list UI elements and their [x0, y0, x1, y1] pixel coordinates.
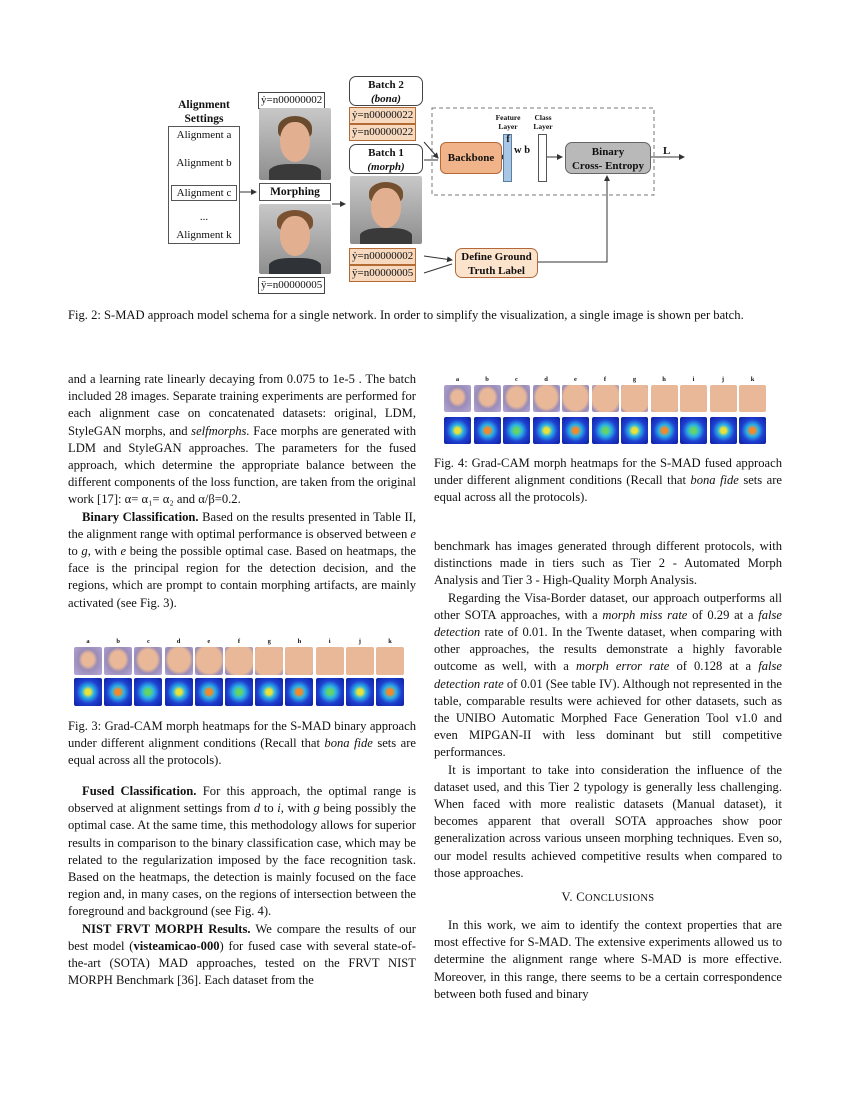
fig4-face-e: [562, 385, 589, 412]
fig4-face-b: [474, 385, 501, 412]
fig4-label-h: h: [662, 376, 666, 383]
fused-text-4: being possibly the optimal case. At the same time, this methodology allows for superior results in comparison to the binary classification case, which may be related to the regularization imposed by the face recognition task. Based on the heatmaps, the detection is mainly focused on the face region and, in many cases, on the regions of intersection between the foreground and background (see Fig. 4).: [68, 801, 416, 919]
batch-1-sub: (morph): [367, 161, 405, 173]
fused-text-1: For this approach, the optimal range is observed at alignment settings from: [68, 784, 416, 816]
fig4-heatmap-a: [444, 417, 471, 444]
nist-text-1: We compare the results of our best model (: [68, 921, 417, 953]
fig4-heatmap-f: [592, 417, 619, 444]
ground-truth-line-1: Define Ground: [461, 251, 532, 263]
fused-d: d: [253, 801, 261, 816]
binary-text-3: , with: [87, 544, 117, 559]
fig4-heatmap-c: [503, 417, 530, 444]
visa-ital-4: false detection rate: [434, 659, 782, 691]
face-image-top: [259, 108, 331, 180]
face-image-bottom: [259, 204, 331, 274]
fig4-label-e: e: [574, 376, 577, 383]
class-layer-label: Class Layer: [533, 113, 553, 131]
ground-truth-line-2: Truth Label: [468, 265, 525, 277]
visa-text-3: rate of 0.01. In the Twente dataset, when comparing with other approaches, the results demonstrate a highly favorable outcome as well, with a: [434, 625, 782, 674]
paragraph-nist: [68, 921, 416, 990]
visa-text-4: of 0.128 at a: [676, 659, 752, 674]
morphing-box: Morphing: [259, 183, 331, 201]
fig3-face-a: [74, 647, 102, 675]
batch-2-sub: (bona): [371, 93, 401, 105]
visa-text-1: Regarding the Visa-Border dataset, our approach outperforms all other SOTA approaches, with a: [434, 590, 782, 622]
fig4-heatmap-i: [680, 417, 707, 444]
fig3-face-f: [225, 647, 253, 675]
batch-1-title: Batch 1: [368, 147, 404, 159]
training-text-1: and a learning rate linearly decaying from 0.075 to 1e-5 . The batch included 28 images. Separate training experiments are performed for each alignment case on concatenated datasets: original, LDM, StyleGAN morphs, and: [68, 372, 416, 438]
fig4-face-h: [651, 385, 678, 412]
fig3-heatmap-i: [316, 678, 344, 706]
fig4-face-g: [621, 385, 648, 412]
fig4-heatmap-k: [739, 417, 766, 444]
fig3-caption-end: sets are equal across all the protocols).: [68, 736, 416, 768]
class-layer-bar: [538, 134, 547, 182]
fig3-heatmap-a: [74, 678, 102, 706]
fig4-heatmap-h: [651, 417, 678, 444]
fig3-face-j: [346, 647, 374, 675]
fig3-face-h: [285, 647, 313, 675]
nist-heading: NIST FRVT MORPH Results.: [82, 921, 251, 936]
fig4-caption-end: sets are equal across all the protocols).: [434, 473, 782, 505]
fig4-heatmap-g: [621, 417, 648, 444]
fig3-label-i: i: [328, 638, 331, 645]
fig3-face-b: [104, 647, 132, 675]
bce-line-2: Cross- Entropy: [571, 160, 645, 172]
ground-truth-box: [455, 248, 538, 278]
figure-3-heatmap-grid: [74, 638, 408, 708]
right-column-body: [434, 538, 782, 882]
fig4-caption-ital: bona fide: [690, 473, 739, 488]
visa-text-2: of 0.29 at a: [692, 607, 754, 622]
fig4-label-i: i: [692, 376, 695, 383]
fig3-label-b: b: [116, 638, 120, 645]
bce-box: [565, 142, 651, 174]
paragraph-conclusions-wrap: [434, 917, 782, 1003]
fused-g: g: [313, 801, 320, 816]
section-number: V.: [561, 890, 573, 904]
fig3-heatmap-k: [376, 678, 404, 706]
binary-e2: e: [120, 544, 127, 559]
label-y-bottom: ÿ=n00000005: [258, 277, 325, 294]
alignment-ellipsis: ...: [199, 211, 209, 223]
paragraph-tier2: It is important to take into consideration the influence of the dataset used, and this Tier 2 typology is generally less challenging. When faced with more realistic datasets (Manual dataset), it becomes apparent that overall SOTA approaches show poor generalization across various unseen morphing techniques. Even so, our model results achieved competitive results when compared to those approaches.: [434, 762, 782, 880]
fig3-label-k: k: [388, 638, 392, 645]
figure-2-caption: Fig. 2: S-MAD approach model schema for a single network. In order to simplify the visualization, a single image is shown per batch.: [68, 308, 744, 322]
paragraph-binary: [68, 509, 416, 612]
fig4-face-i: [680, 385, 707, 412]
fig3-heatmap-c: [134, 678, 162, 706]
batch-1-box: [349, 144, 423, 174]
fig4-label-a: a: [455, 376, 460, 383]
fig3-heatmap-j: [346, 678, 374, 706]
fig3-face-k: [376, 647, 404, 675]
paragraph-benchmark: benchmark has images generated through different protocols, with distinctions made in tiers such as Tier 2 - Automated Morph Analysis and Tier 3 - High-Quality Morph Analysis.: [434, 539, 782, 588]
fig3-caption-text: Fig. 3: Grad-CAM morph heatmaps for the S-MAD binary approach under different alignment conditions (Recall that: [68, 719, 416, 751]
alignment-settings-title: Alignment Settings: [178, 99, 230, 125]
training-text-ital: selfmorphs.: [191, 423, 250, 438]
fig3-heatmap-b: [104, 678, 132, 706]
fig4-label-g: g: [632, 376, 637, 383]
fig3-label-c: c: [146, 638, 150, 645]
section-initial: C: [576, 890, 585, 904]
batch-2-label-2: ÿ=n00000022: [349, 124, 416, 141]
fig3-heatmap-g: [255, 678, 283, 706]
binary-text-4: being the possible optimal case. Based on heatmaps, the face is the principal region for the detection decision, and the regions, which are prompt to contain morphing artifacts, are mainly activated (see Fig. 3).: [68, 544, 417, 610]
paragraph-visa-border: [434, 590, 782, 762]
fig3-label-d: d: [176, 638, 181, 645]
fig3-heatmap-d: [165, 678, 193, 706]
fig3-heatmap-h: [285, 678, 313, 706]
loss-label: L: [663, 145, 671, 157]
fig4-label-f: f: [603, 376, 607, 383]
fig4-label-c: c: [515, 376, 518, 383]
paragraph-conclusions: In this work, we aim to identify the context properties that are most effective for S-MAD. The extensive experiments allowed us to determine the alignment range where S-MAD is more effective. Moreover, in this range, there seems to be a certain correspondence between both fused and binary: [434, 918, 782, 1001]
alignment-k: Alignment k: [176, 229, 232, 241]
fig4-heatmap-b: [474, 417, 501, 444]
alignment-c: Alignment c: [171, 185, 237, 201]
fig3-face-e: [195, 647, 223, 675]
fig4-label-k: k: [750, 376, 755, 383]
left-column-bottom: [68, 783, 416, 989]
binary-text-2: to: [68, 544, 78, 559]
fused-text-3: , with: [280, 801, 310, 816]
paragraph-training: [68, 371, 416, 509]
batch-2-label-1: ẏ=n00000022: [349, 107, 416, 124]
weights-wb: w b: [514, 145, 531, 156]
fig3-caption-ital: bona fide: [324, 736, 373, 751]
batch-2-title: Batch 2: [368, 79, 404, 91]
alignment-list: [168, 126, 240, 244]
fig3-face-d: [165, 647, 193, 675]
binary-heading: Binary Classification.: [82, 509, 199, 524]
fig4-face-k: [739, 385, 766, 412]
fused-text-2: to: [263, 801, 274, 816]
training-text-2: Face morphs are generated with LDM and StyleGAN approaches. The parameters for the fused approach, which determine the appropriate balance between the different components of the loss function, are taken from the original work [17]: α= α₁= α₂ and α/β=0.2.: [68, 423, 416, 507]
fig3-face-c: [134, 647, 162, 675]
fig4-heatmap-d: [533, 417, 560, 444]
fig4-face-d: [533, 385, 560, 412]
alignment-a: Alignment a: [176, 129, 232, 141]
label-y-top: ẏ=n00000002: [258, 92, 325, 109]
bce-line-1: Binary: [591, 146, 625, 158]
fused-i: i: [277, 801, 281, 816]
binary-g: g: [81, 544, 88, 559]
figure-4-heatmap-grid: [444, 376, 770, 452]
visa-ital-3: morph error rate: [575, 659, 670, 674]
batch-1-label-1: ẏ=n00000002: [349, 248, 416, 265]
binary-text-1: Based on the results presented in Table II, the alignment range with optimal performance is observed between: [68, 509, 416, 541]
figure-2-connectors: [0, 0, 850, 300]
batch-2-box: [349, 76, 423, 106]
face-image-morph: [350, 176, 422, 244]
nist-model-name: visteamicao-000: [133, 938, 220, 953]
fig3-label-g: g: [267, 638, 271, 645]
paragraph-fused: [68, 783, 416, 921]
fig3-heatmap-e: [195, 678, 223, 706]
fig4-face-f: [592, 385, 619, 412]
fig3-label-f: f: [237, 638, 241, 645]
fig4-face-j: [710, 385, 737, 412]
fig4-face-a: [444, 385, 471, 412]
figure-4-caption: [434, 455, 782, 507]
section-heading-conclusions: [434, 890, 782, 905]
backbone-box: Backbone: [440, 142, 502, 174]
binary-e: e: [410, 526, 416, 541]
fig4-caption-text: Fig. 4: Grad-CAM morph heatmaps for the S-MAD fused approach under different alignment conditions (Recall that: [434, 456, 782, 488]
section-rest: ONCLUSIONS: [584, 893, 655, 904]
left-column-top: [68, 371, 416, 612]
fused-heading: Fused Classification.: [82, 784, 197, 798]
batch-1-label-2: ÿ=n00000005: [349, 265, 416, 282]
feature-layer-label: Feature Layer: [495, 113, 521, 131]
fig3-heatmap-f: [225, 678, 253, 706]
fig4-heatmap-j: [710, 417, 737, 444]
alignment-b: Alignment b: [176, 157, 232, 169]
nist-text-2: ) for fused case with several state-of-the-art (SOTA) MAD approaches, tested on the FRVT NIST MORPH Benchmark [36]. Each dataset from the: [68, 938, 416, 988]
fig3-label-h: h: [297, 638, 302, 645]
fig4-label-b: b: [485, 376, 489, 383]
fig3-label-j: j: [358, 638, 361, 645]
fig4-face-c: [503, 385, 530, 412]
fig4-label-j: j: [721, 376, 725, 383]
visa-ital-2: false detection: [434, 607, 782, 640]
fig3-face-g: [255, 647, 283, 675]
fig3-face-i: [316, 647, 344, 675]
feature-f: f: [506, 134, 510, 145]
fig4-label-d: d: [544, 376, 548, 383]
fig3-label-a: a: [86, 638, 90, 645]
figure-3-caption: [68, 718, 416, 770]
fig4-heatmap-e: [562, 417, 589, 444]
fig3-label-e: e: [207, 638, 211, 645]
visa-ital-1: morph miss rate: [602, 607, 688, 622]
visa-text-5: of 0.01 (See table IV). Although not represented in the table, comparable results were achieved for other datasets, such as the UNIBO Automatic Morphed Face Generation Tool v1.0 and even MIPGAN-II with less dominant but still competitive performances.: [434, 676, 782, 760]
